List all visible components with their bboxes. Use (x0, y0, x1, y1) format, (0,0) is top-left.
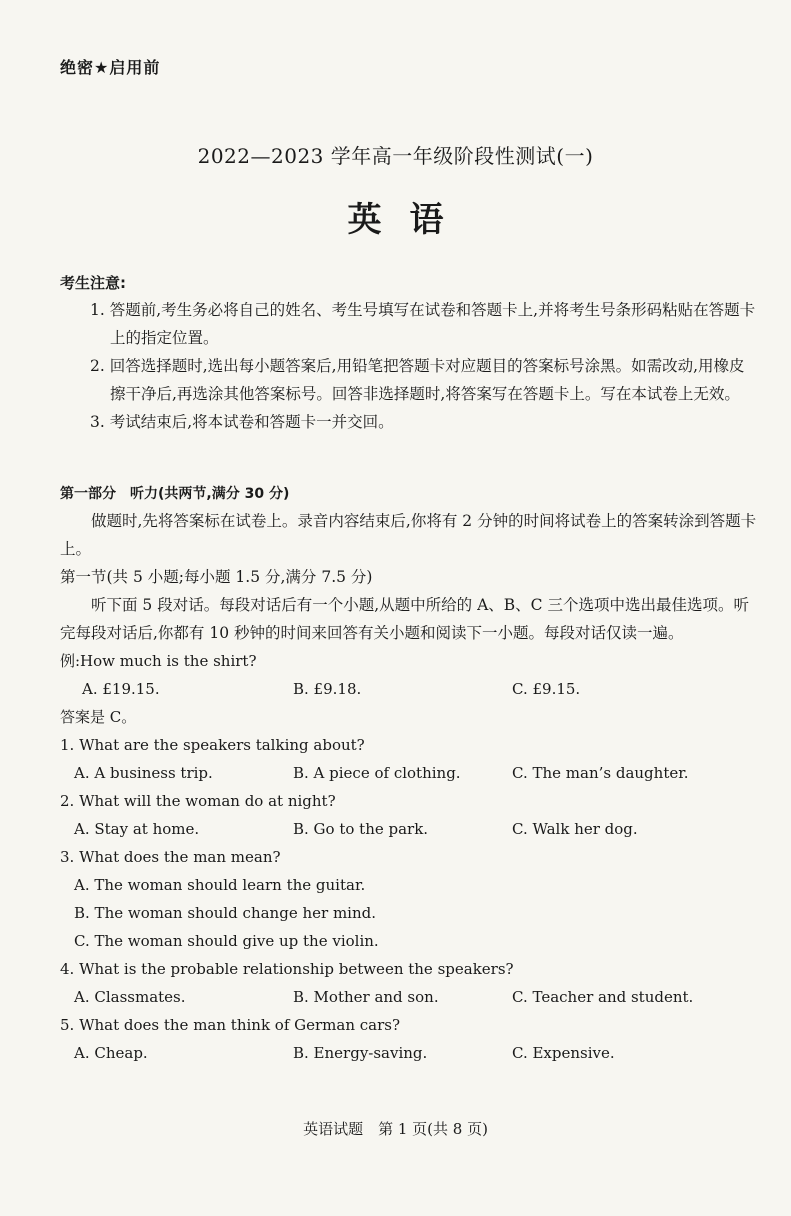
question-3-option-c: C. The woman should give up the violin. (74, 932, 379, 950)
question-2-option-b: B. Go to the park. (293, 820, 429, 838)
section1-instruction: 听下面 5 段对话。每段对话后有一个小题,从题中所给的 A、B、C 三个选项中选出最佳选项。听完每段对话后,你都有 10 秒钟的时间来回答有关小题和阅读下一小题。每段对话仅读一遍。 (60, 596, 749, 642)
page-footer: 英语试题 第 1 页(共 8 页) (303, 1120, 488, 1138)
example-answer: 答案是 C。 (60, 708, 137, 726)
question-5-options (60, 1039, 760, 1067)
part1-body (60, 507, 760, 1067)
example-option-a: A. £19.15. (82, 680, 160, 698)
question-2-option-a: A. Stay at home. (74, 820, 200, 838)
question-3-option-b: B. The woman should change her mind. (74, 904, 376, 922)
question-4: 4. What is the probable relationship between the speakers? (60, 960, 514, 978)
question-5-option-b: B. Energy-saving. (293, 1044, 428, 1062)
question-5-option-a: A. Cheap. (74, 1044, 148, 1062)
question-3: 3. What does the man mean? (60, 848, 281, 866)
question-1-options (60, 759, 760, 787)
notice-heading: 考生注意: (60, 274, 126, 292)
question-4-option-a: A. Classmates. (74, 988, 186, 1006)
question-4-option-b: B. Mother and son. (293, 988, 439, 1006)
question-1-option-c: C. The man’s daughter. (512, 764, 689, 782)
exam-title: 2022—2023 学年高一年级阶段性测试(一) (197, 144, 594, 168)
question-5: 5. What does the man think of German cars? (60, 1016, 401, 1034)
question-5-option-c: C. Expensive. (512, 1044, 615, 1062)
subject-title: 英语 (347, 200, 472, 240)
notice-item-1: 1. 答题前,考生务必将自己的姓名、考生号填写在试卷和答题卡上,并将考生号条形码粘贴在答题卡上的指定位置。 (90, 301, 756, 347)
example-option-c: C. £9.15. (512, 680, 581, 698)
notice-item-3: 3. 考试结束后,将本试卷和答题卡一并交回。 (90, 413, 394, 431)
question-1-option-b: B. A piece of clothing. (293, 764, 461, 782)
question-3-option-a: A. The woman should learn the guitar. (74, 876, 366, 894)
part1-heading: 第一部分 听力(共两节,满分 30 分) (60, 486, 290, 502)
example-option-b: B. £9.18. (293, 680, 362, 698)
part1-instruction: 做题时,先将答案标在试卷上。录音内容结束后,你将有 2 分钟的时间将试卷上的答案转涂到答题卡上。 (60, 512, 757, 558)
confidential-mark: 绝密★启用前 (60, 58, 161, 77)
notice-list (90, 296, 758, 436)
question-2-options (60, 815, 760, 843)
example-question: 例:How much is the shirt? (60, 652, 257, 670)
section1-heading: 第一节(共 5 小题;每小题 1.5 分,满分 7.5 分) (60, 568, 373, 586)
question-2: 2. What will the woman do at night? (60, 792, 336, 810)
question-1-option-a: A. A business trip. (74, 764, 213, 782)
example-options (60, 675, 760, 703)
question-4-option-c: C. Teacher and student. (512, 988, 694, 1006)
question-2-option-c: C. Walk her dog. (512, 820, 638, 838)
question-4-options (60, 983, 760, 1011)
question-1: 1. What are the speakers talking about? (60, 736, 365, 754)
notice-item-2: 2. 回答选择题时,选出每小题答案后,用铅笔把答题卡对应题目的答案标号涂黑。如需改动,用橡皮擦干净后,再选涂其他答案标号。回答非选择题时,将答案写在答题卡上。写在本试卷上无效。 (90, 357, 745, 403)
